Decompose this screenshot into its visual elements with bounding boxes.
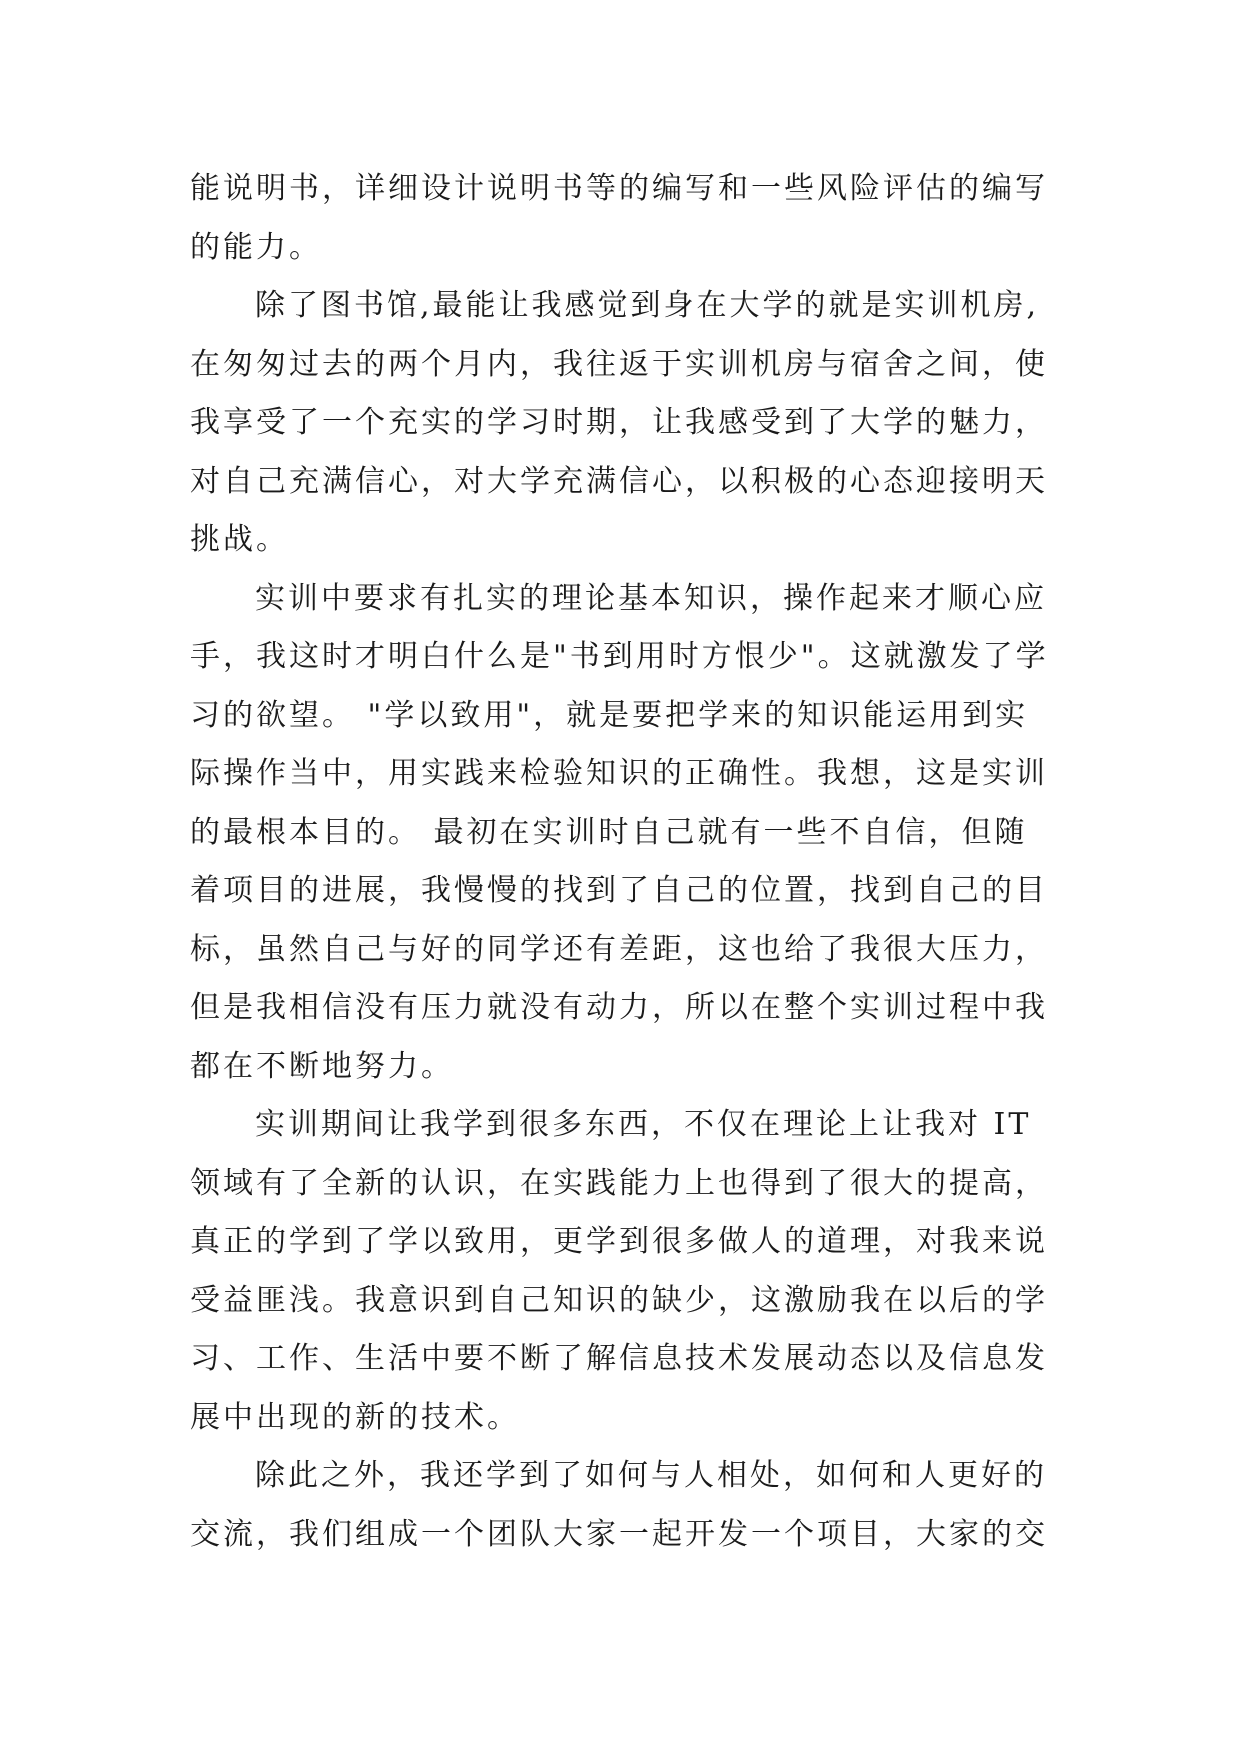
text-line: 但是我相信没有压力就没有动力，所以在整个实训过程中我 <box>190 990 1048 1025</box>
text-line: 除此之外，我还学到了如何与人相处，如何和人更好的 <box>255 1458 1047 1493</box>
text-line: 习的欲望。 "学以致用"，就是要把学来的知识能运用到实 <box>190 697 1029 733</box>
text-line: 习、工作、生活中要不断了解信息技术发展动态以及信息发 <box>190 1341 1048 1376</box>
text-line: 实训期间让我学到很多东西，不仅在理论上让我对 IT <box>255 1107 1032 1142</box>
text-line: 挑战。 <box>190 522 289 557</box>
text-line: 手，我这时才明白什么是"书到用时方恨少"。这就激发了学 <box>190 639 1049 674</box>
text-line: 对自己充满信心，对大学充满信心，以积极的心态迎接明天 <box>190 463 1048 499</box>
text-line: 除了图书馆,最能让我感觉到身在大学的就是实训机房, <box>255 288 1040 323</box>
text-line: 的最根本目的。 最初在实训时自己就有一些不自信，但随 <box>190 814 1028 850</box>
document-body <box>190 160 1070 1564</box>
text-line: 受益匪浅。我意识到自己知识的缺少，这激励我在以后的学 <box>190 1282 1048 1318</box>
text-line: 展中出现的新的技术。 <box>190 1399 520 1435</box>
text-line: 领域有了全新的认识，在实践能力上也得到了很大的提高， <box>190 1165 1048 1201</box>
text-line: 真正的学到了学以致用，更学到很多做人的道理，对我来说 <box>190 1224 1048 1259</box>
text-line: 际操作当中，用实践来检验知识的正确性。我想，这是实训 <box>190 756 1048 791</box>
text-line: 都在不断地努力。 <box>190 1048 454 1084</box>
text-line: 我享受了一个充实的学习时期，让我感受到了大学的魅力， <box>190 405 1048 440</box>
text-line: 能说明书，详细设计说明书等的编写和一些风险评估的编写 <box>190 171 1048 206</box>
text-line: 着项目的进展，我慢慢的找到了自己的位置，找到自己的目 <box>190 873 1048 908</box>
text-line: 交流，我们组成一个团队大家一起开发一个项目，大家的交 <box>190 1516 1048 1552</box>
text-line: 的能力。 <box>190 229 322 265</box>
text-line: 标，虽然自己与好的同学还有差距，这也给了我很大压力， <box>190 931 1048 967</box>
text-line: 实训中要求有扎实的理论基本知识，操作起来才顺心应 <box>255 580 1047 616</box>
text-line: 在匆匆过去的两个月内，我往返于实训机房与宿舍之间，使 <box>190 346 1048 382</box>
